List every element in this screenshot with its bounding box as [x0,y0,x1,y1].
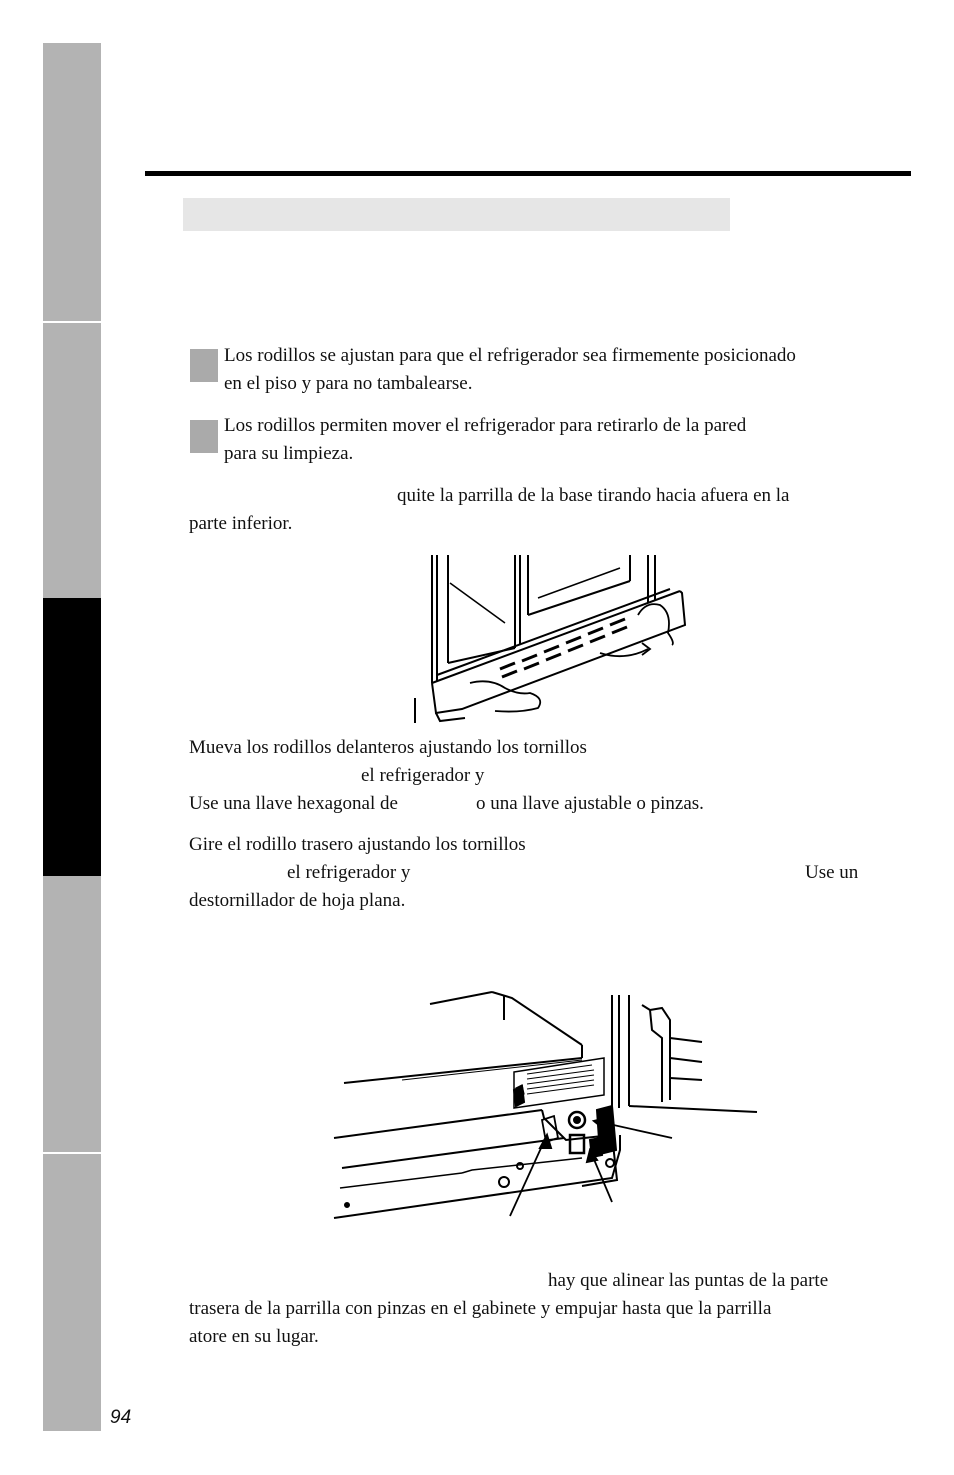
bullet-1-line-2: en el piso y para no tambalearse. [224,373,473,394]
bullet-marker-2 [190,420,218,453]
bullet-1-line-1: Los rodillos se ajustan para que el refrigerador sea firmemente posicionado [224,345,796,366]
replace-grille-line-3: atore en su lugar. [189,1326,319,1347]
section-title-bar [183,198,730,231]
bullet-marker-1 [190,349,218,382]
page-number: 94 [110,1407,132,1428]
grille-removal-illustration [410,553,695,725]
front-rollers-line-3a: Use una llave hexagonal de [189,793,398,814]
rear-roller-line-2b: Use un [805,862,859,883]
side-tab-5[interactable] [43,1154,101,1431]
roller-adjustment-illustration [332,990,762,1220]
side-tab-1[interactable] [43,43,101,321]
bullet-2-line-2: para su limpieza. [224,443,354,464]
rear-roller-line-3: destornillador de hoja plana. [189,890,406,911]
rear-roller-line-1: Gire el rodillo trasero ajustando los tornillos [189,834,526,855]
header-rule [145,171,911,176]
side-tab-4[interactable] [43,876,101,1152]
front-rollers-line-1: Mueva los rodillos delanteros ajustando los tornillos [189,737,587,758]
front-rollers-line-3b: o una llave ajustable o pinzas. [476,793,704,814]
rear-roller-line-2a: el refrigerador y [287,862,411,883]
bullet-2-line-1: Los rodillos permiten mover el refrigerador para retirarlo de la pared [224,415,747,436]
replace-grille-line-2: trasera de la parrilla con pinzas en el gabinete y empujar hasta que la parrilla [189,1298,772,1319]
front-rollers-line-2: el refrigerador y [361,765,485,786]
replace-grille-line-1: hay que alinear las puntas de la parte [548,1270,829,1291]
side-tab-3-active[interactable] [43,598,101,876]
remove-grille-line-1: quite la parrilla de la base tirando hacia afuera en la [397,485,790,506]
side-tab-2[interactable] [43,323,101,598]
remove-grille-line-2: parte inferior. [189,513,293,534]
